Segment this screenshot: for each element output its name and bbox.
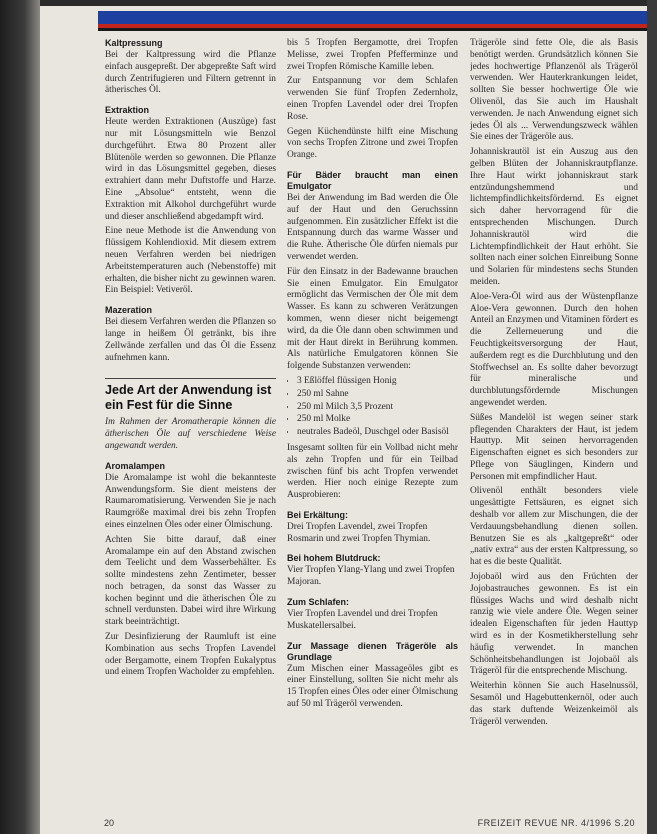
- column-left: [105, 38, 276, 808]
- recipe-text: Drei Tropfen Lavendel, zwei Tropfen Rosmarin und zwei Tropfen Thymian.: [287, 521, 431, 544]
- header-band-blue: [98, 11, 647, 24]
- scan-edge-right: [647, 0, 657, 834]
- subheading-aromalampen: Aromalampen: [105, 460, 166, 471]
- recipe-title-blutdruck: Bei hohem Blutdruck:: [287, 553, 381, 564]
- paragraph: Heute werden Extraktionen (Auszüge) fast nur mit Lösungsmitteln wie Benzol durchgeführt. Etwa 80 Prozent aller Blütenöle werden so gewonnen. Die Pflanze wird in das Lösungsmittel gegeben, dieses extrahiert dann mehr Duftstoffe und Harze. Eine „Absolue“ entsteht, wenn die Extraktion mit Alkohol durchgeführt wurde und dieser anschließend abgedampft wird.: [105, 117, 276, 222]
- paragraph: Bei diesem Verfahren werden die Pflanzen so lange in heißem Öl getränkt, bis ihre Zellwände zerfallen und das Öl die Essenz aufnehmen kann.: [105, 317, 276, 363]
- scan-edge-top: [0, 0, 657, 6]
- emulsifier-list: [287, 376, 458, 439]
- paragraph: Olivenöl enthält besonders viele ungesättigte Fettsäuren, es eignet sich deshalb vor allem zur Mischungen, die der Verdauungsbehandlung dienen sollen. Benutzen Sie es als „kaltgepreßt“ oder „nativ extra“ aus der ersten Kaltpressung, so hat es die beste Qualität.: [470, 486, 638, 568]
- paragraph: Johanniskrautöl ist ein Auszug aus den gelben Blüten der Johanniskrautpflanze. Ihre Haut wirkt johanniskraut stark entzündungshemmend und lichtempfindlichkeitsfördernd. Es eignet sich daher hervorragend für die entsprechenden Mischungen. Durch Johanniskrautöl wird die Lichtempfindlichkeit der Haut erhöht. Sie sollten nach einer solchen Einreibung Sonne und Solarien für mindestens sechs Stunden meiden.: [470, 147, 638, 287]
- column-middle: [287, 38, 458, 808]
- paragraph: Gegen Küchendünste hilft eine Mischung von sechs Tropfen Zitrone und zwei Tropfen Orange.: [287, 126, 458, 161]
- header-band-dark: [98, 28, 647, 31]
- section-headline: Jede Art der Anwendung ist ein Fest für die Sinne: [105, 378, 276, 412]
- paragraph: Bei der Kaltpressung wird die Pflanze einfach ausgepreßt. Der abgepreßte Saft wird durch Zentrifugieren und Filtern getrennt in ätherisches Öl.: [105, 50, 276, 96]
- magazine-footer: FREIZEIT REVUE NR. 4/1996 S.20: [477, 818, 635, 828]
- subheading-massage: Zur Massage dienen Trägeröle als Grundlage: [287, 640, 458, 662]
- list-item: • 250 ml Sahne: [297, 389, 458, 401]
- recipe-title-schlafen: Zum Schlafen:: [287, 597, 350, 608]
- list-item: • neutrales Badeöl, Duschgel oder Basisöl: [297, 427, 458, 439]
- paragraph: Insgesamt sollten für ein Vollbad nicht mehr als zehn Tropfen und für ein Teilbad zwischen fünf bis acht Tropfen verwendet werden. Hier noch einige Rezepte zum Ausprobieren:: [287, 442, 458, 501]
- scan-gutter-shadow: [0, 0, 40, 834]
- list-item: • 250 ml Molke: [297, 414, 458, 426]
- subheading-baeder: Für Bäder braucht man einen Emulgator: [287, 169, 458, 191]
- paragraph: Die Aromalampe ist wohl die bekannteste Anwendungsform. Sie dient meistens der Raumaromatisierung. Verwenden Sie je nach Raumgröße maximal drei bis zehn Tropfen eines einzelnen Öles oder einer Ölmischung.: [105, 472, 276, 530]
- paragraph: bis 5 Tropfen Bergamotte, drei Tropfen Melisse, zwei Tropfen Pfefferminze und zwei Tropfen Römische Kamille leben.: [287, 38, 458, 72]
- paragraph: Aloe-Vera-Öl wird aus der Wüstenpflanze Aloe-Vera gewonnen. Durch den hohen Anteil an Enzymen und Vitaminen fördert es die Zellerneuerung und die Feuchtigkeitsversorgung der Haut, außerdem regt es die Durchblutung und den Stoffwechsel an. Es sollte daher bevorzugt für mineralische und durchblutungsfördernde Mischungen angewendet werden.: [470, 291, 638, 408]
- paragraph: Für den Einsatz in der Badewanne brauchen Sie einen Emulgator. Ein Emulgator ermöglicht das Vermischen der Öle mit dem Wasser. Es kann zu schweren Verätzungen kommen, wenn dieser nicht beigemengt wird, da die Öle dann oben schwimmen und mit der Haut direkt in Berührung kommen. Als natürliche Emulgatoren können Sie folgende Substanzen verwenden:: [287, 266, 458, 372]
- lead-paragraph: Im Rahmen der Aromatherapie können die ätherischen Öle auf verschiedene Weise angewandt werden.: [105, 417, 276, 451]
- paragraph: Zum Mischen einer Massageöles gibt es einer Einstellung, sollten Sie nicht mehr als 15 Tropfen eines Öles oder einer Ölmischung auf 50 ml Trägeröl verwenden.: [287, 663, 458, 710]
- recipe-text: Vier Tropfen Lavendel und drei Tropfen Muskatellersalbei.: [287, 609, 438, 631]
- recipe-title-erkaeltung: Bei Erkältung:: [287, 509, 349, 520]
- paragraph: Achten Sie bitte darauf, daß einer Aromalampe ein auf den Abstand zwischen dem Teelicht und dem Wasserbehälter. Es sollte mindestens zehn Zentimeter, besser noch betragen, da sonst das Wasser zu kochen beginnt und die ätherischen Öle zu schnell verdunsten. Dabei wird ihre Wirkung stark beeinträchtigt.: [105, 534, 276, 628]
- paragraph: Weiterhin können Sie auch Haselnussöl, Sesamöl und Hagebuttenkernöl, oder auch das stark duftende Weizenkeimöl als Trägeröl verwenden.: [470, 681, 638, 727]
- subheading-mazeration: Mazeration: [105, 305, 153, 316]
- paragraph: Trägeröle sind fette Öle, die als Basis benötigt werden. Grundsätzlich können Sie jedes hochwertige Pflanzenöl als Trägeröl verwenden. Wer Hauterkrankungen leidet, sollten Sie besser hochwertige Öle wie Olivenöl, das Sie auch im Haushalt verwenden. Je nach Anwendung eignet sich jedes Öl als ... Verwendungszweck wählen Sie eines der Trägeröle aus.: [470, 38, 638, 143]
- paragraph: Bei der Anwendung im Bad werden die Öle auf der Haut und den Geruchssinn aufgenommen. Ein zusätzlicher Effekt ist die Entspannung durch das warme Wasser und die Ruhe. Ätherische Öle dürfen niemals pur verwendet werden.: [287, 192, 458, 262]
- paragraph: Zur Entspannung vor dem Schlafen verwenden Sie fünf Tropfen Zedernholz, einen Tropfen Lavendel oder drei Tropfen Rose.: [287, 76, 458, 122]
- paragraph: Süßes Mandelöl ist wegen seiner stark pflegenden Charakters der Haut, ist jedem Hauttyp. Mit seinen hervorragenden Eigenschaften eignet es sich besonders zur Pflege von Säuglingen, Kindern und Personen mit empfindlicher Haut.: [470, 412, 638, 482]
- recipe-text: Vier Tropfen Ylang-Ylang und zwei Tropfen Majoran.: [287, 565, 455, 588]
- page-number: 20: [104, 818, 115, 828]
- column-right: [470, 38, 638, 808]
- list-item: • 3 Eßlöffel flüssigen Honig: [297, 376, 458, 388]
- subheading-kaltpressung: Kaltpressung: [105, 38, 163, 48]
- subheading-extraktion: Extraktion: [105, 105, 150, 116]
- paragraph: Zur Desinfizierung der Raumluft ist eine Kombination aus sechs Tropfen Lavendel oder Bergamotte, einem Tropfen Eukalyptus und einem Tropfen Wacholder zu empfehlen.: [105, 632, 276, 678]
- paragraph: Eine neue Methode ist die Anwendung von flüssigem Kohlendioxid. Mit diesem extrem neuen Verfahren werden bei niedrigen Arbeitstemperaturen auch (Nebenstoffe) mit erhalten, die bisher nicht zu gewinnen waren. Ein Beispiel: Vetiveröl.: [105, 226, 276, 296]
- list-item: • 250 ml Milch 3,5 Prozent: [297, 402, 458, 414]
- paragraph: Jojobaöl wird aus den Früchten der Jojobastrauches gewonnen. Es ist ein flüssiges Wachs und wird deshalb nicht ranzig wie viele andere Öle. Wegen seiner idealen Eigenschaften für jeden Hauttyp wird es in der Kosmetikherstellung sehr häufig verwendet. In manchen Schönheitsbehandlungen ist Jojobaöl als Trägeröl für die entsprechende Mischung.: [470, 572, 638, 677]
